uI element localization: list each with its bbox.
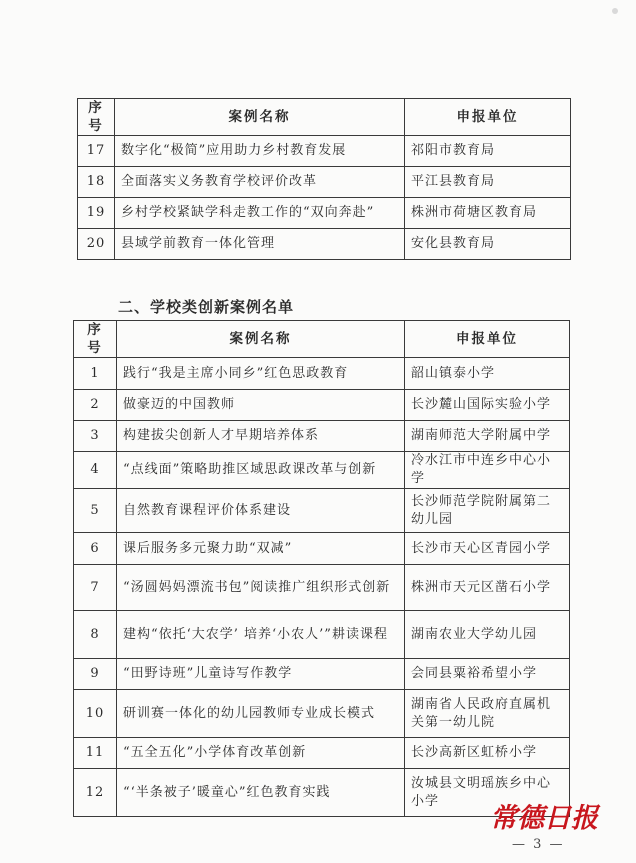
row-number: 10 [74, 690, 117, 738]
row-unit: 平江县教育局 [405, 167, 571, 198]
row-case-name: “田野诗班”儿童诗写作教学 [117, 659, 405, 690]
row-number: 11 [74, 738, 117, 769]
row-unit: 安化县教育局 [405, 229, 571, 260]
row-number: 18 [78, 167, 115, 198]
header-number: 序号 [74, 321, 117, 358]
row-case-name: “汤圆妈妈漂流书包”阅读推广组织形式创新 [117, 565, 405, 611]
table-row [74, 738, 570, 769]
row-number: 1 [74, 358, 117, 390]
row-case-name: “五全五化”小学体育改革创新 [117, 738, 405, 769]
row-number: 8 [74, 611, 117, 659]
row-number: 17 [78, 136, 115, 167]
header-number: 序号 [78, 99, 115, 136]
table-row [74, 421, 570, 452]
row-unit: 株洲市天元区凿石小学 [405, 565, 570, 611]
row-number: 20 [78, 229, 115, 260]
row-case-name: 建构“依托‘大农学’ 培养‘小农人’”耕读课程 [117, 611, 405, 659]
row-number: 12 [74, 769, 117, 817]
row-number: 7 [74, 565, 117, 611]
table-row [74, 690, 570, 738]
row-unit: 祁阳市教育局 [405, 136, 571, 167]
row-number: 4 [74, 452, 117, 489]
table-row [78, 198, 571, 229]
row-case-name: 自然教育课程评价体系建设 [117, 489, 405, 533]
header-case-name: 案例名称 [117, 321, 405, 358]
page-number: — 3 — [512, 837, 565, 852]
row-case-name: 数字化“极简”应用助力乡村教育发展 [115, 136, 405, 167]
table-row [74, 489, 570, 533]
row-unit: 会同县粟裕希望小学 [405, 659, 570, 690]
row-unit: 长沙师范学院附属第二幼儿园 [405, 489, 570, 533]
row-case-name: 乡村学校紧缺学科走教工作的“双向奔赴” [115, 198, 405, 229]
row-unit: 长沙市天心区青园小学 [405, 533, 570, 565]
row-case-name: 研训赛一体化的幼儿园教师专业成长模式 [117, 690, 405, 738]
row-unit: 长沙高新区虹桥小学 [405, 738, 570, 769]
table-row [78, 229, 571, 260]
table-header-row [74, 321, 570, 358]
table-row [74, 611, 570, 659]
row-case-name: “点线面”策略助推区域思政课改革与创新 [117, 452, 405, 489]
row-number: 5 [74, 489, 117, 533]
row-case-name: 课后服务多元聚力助“双减” [117, 533, 405, 565]
row-case-name: “‘半条被子’暖童心”红色教育实践 [117, 769, 405, 817]
table-row [74, 565, 570, 611]
newspaper-logo-watermark [488, 798, 608, 834]
table-row [74, 659, 570, 690]
row-case-name: 构建拔尖创新人才早期培养体系 [117, 421, 405, 452]
row-number: 3 [74, 421, 117, 452]
row-unit: 长沙麓山国际实验小学 [405, 390, 570, 421]
row-unit: 湖南农业大学幼儿园 [405, 611, 570, 659]
page-corner-mark [612, 8, 618, 14]
row-number: 6 [74, 533, 117, 565]
row-unit: 冷水江市中连乡中心小学 [405, 452, 570, 489]
row-unit: 湖南省人民政府直属机关第一幼儿院 [405, 690, 570, 738]
school-case-table [73, 320, 570, 817]
header-unit: 申报单位 [405, 321, 570, 358]
row-case-name: 全面落实义务教育学校评价改革 [115, 167, 405, 198]
table-header-row [78, 99, 571, 136]
table-row [78, 136, 571, 167]
table-row [78, 167, 571, 198]
row-case-name: 践行“我是主席小同乡”红色思政教育 [117, 358, 405, 390]
table-row [74, 533, 570, 565]
header-unit: 申报单位 [405, 99, 571, 136]
row-unit: 株洲市荷塘区教育局 [405, 198, 571, 229]
section-heading: 二、学校类创新案例名单 [118, 298, 295, 316]
table-row [74, 390, 570, 421]
logo-text: 常德日报 [490, 803, 598, 834]
row-number: 9 [74, 659, 117, 690]
row-case-name: 县域学前教育一体化管理 [115, 229, 405, 260]
row-number: 19 [78, 198, 115, 229]
case-table-continued [77, 98, 571, 260]
row-unit: 汝城县文明瑶族乡中心小学 [405, 769, 570, 817]
row-number: 2 [74, 390, 117, 421]
table-row [74, 452, 570, 489]
row-unit: 湖南师范大学附属中学 [405, 421, 570, 452]
row-unit: 韶山镇泰小学 [405, 358, 570, 390]
header-case-name: 案例名称 [115, 99, 405, 136]
table-row [74, 358, 570, 390]
row-case-name: 做豪迈的中国教师 [117, 390, 405, 421]
